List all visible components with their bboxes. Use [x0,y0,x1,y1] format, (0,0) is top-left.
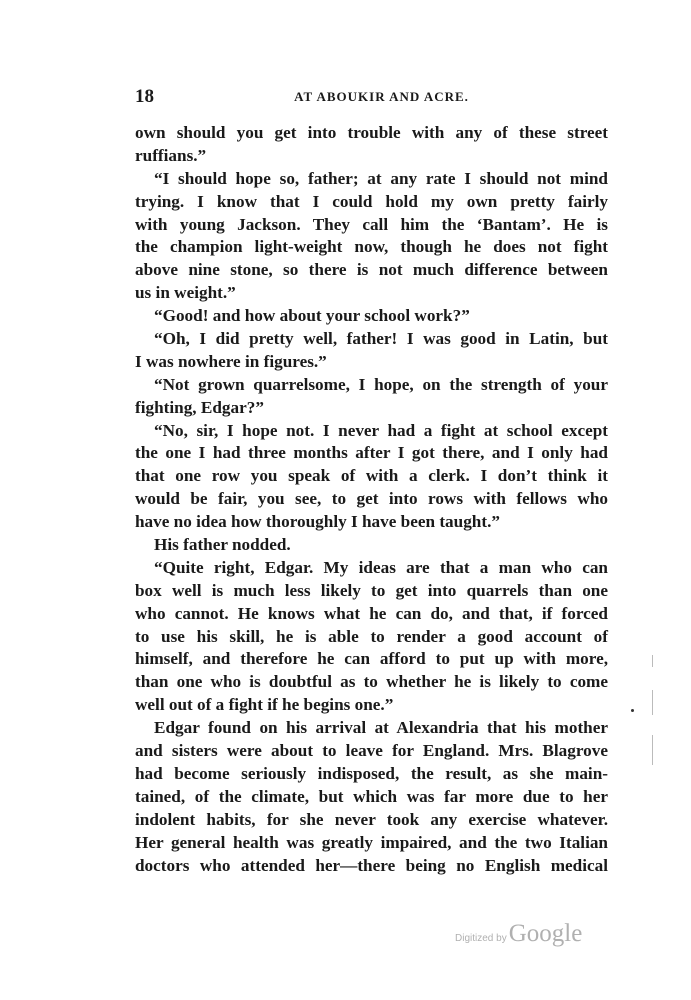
text-line: I was nowhere in figures.” [135,351,327,371]
text-line: the one I had three months after I got there, and I only had [135,443,608,463]
page-header [135,86,608,108]
text-line: himself, and therefore he can afford to put up with more, [135,649,608,669]
text-line: “Not grown quarrelsome, I hope, on the strength of your [154,374,608,394]
text-line: and sisters were about to leave for England. Mrs. Blagrove [135,741,608,761]
text-line: would be fair, you see, to get into rows with fellows who [135,489,608,509]
google-logo: Google [508,920,583,947]
text-line: “Quite right, Edgar. My ideas are that a man who can [154,557,608,577]
text-line: “I should hope so, father; at any rate I should not mind [154,168,608,188]
text-line: the champion light-weight now, though he does not fight [135,237,608,257]
text-line: Her general health was greatly impaired, and the two Italian [135,832,608,852]
text-line: us in weight.” [135,283,236,303]
text-line: “Good! and how about your school work?” [154,306,470,326]
text-line: than one who is doubtful as to whether he is likely to come [135,672,608,692]
text-line: own should you get into trouble with any of these street [135,123,608,142]
text-line: that one row you speak of with a clerk. I don’t think it [135,466,608,486]
text-line: with young Jackson. They call him the ‘Bantam’. He is [135,214,608,234]
text-line: had become seriously indisposed, the result, as she main- [135,763,608,783]
margin-mark [652,690,653,715]
text-line: “No, sir, I hope not. I never had a fight at school except [154,420,608,440]
text-line: Edgar found on his arrival at Alexandria that his mother [154,718,608,738]
text-line: to use his skill, he is able to render a good account of [135,626,608,646]
text-line: trying. I know that I could hold my own pretty fairly [135,191,608,211]
text-line: above nine stone, so there is not much difference between [135,260,608,280]
text-line: who cannot. He knows what he can do, and that, if forced [135,603,608,623]
page-number: 18 [135,86,154,107]
watermark-prefix: Digitized by [455,933,507,944]
text-line: ruffians.” [135,145,207,165]
margin-mark [652,655,653,667]
text-line: have no idea how thoroughly I have been taught.” [135,512,500,532]
text-line: fighting, Edgar?” [135,397,264,417]
text-line: His father nodded. [154,535,291,555]
text-line: “Oh, I did pretty well, father! I was good in Latin, but [154,329,608,349]
scan-speck [631,709,634,712]
text-line: well out of a fight if he begins one.” [135,695,394,715]
text-line: box well is much less likely to get into quarrels than one [135,580,608,600]
text-line: tained, of the climate, but which was far more due to her [135,786,608,806]
digitized-by-google-watermark [455,920,582,948]
running-head: AT ABOUKIR AND ACRE. [294,89,469,104]
margin-mark [652,735,653,765]
page-body-text [135,122,608,877]
text-line: doctors who attended her—there being no English medical [135,855,608,875]
text-line: indolent habits, for she never took any exercise whatever. [135,809,608,829]
